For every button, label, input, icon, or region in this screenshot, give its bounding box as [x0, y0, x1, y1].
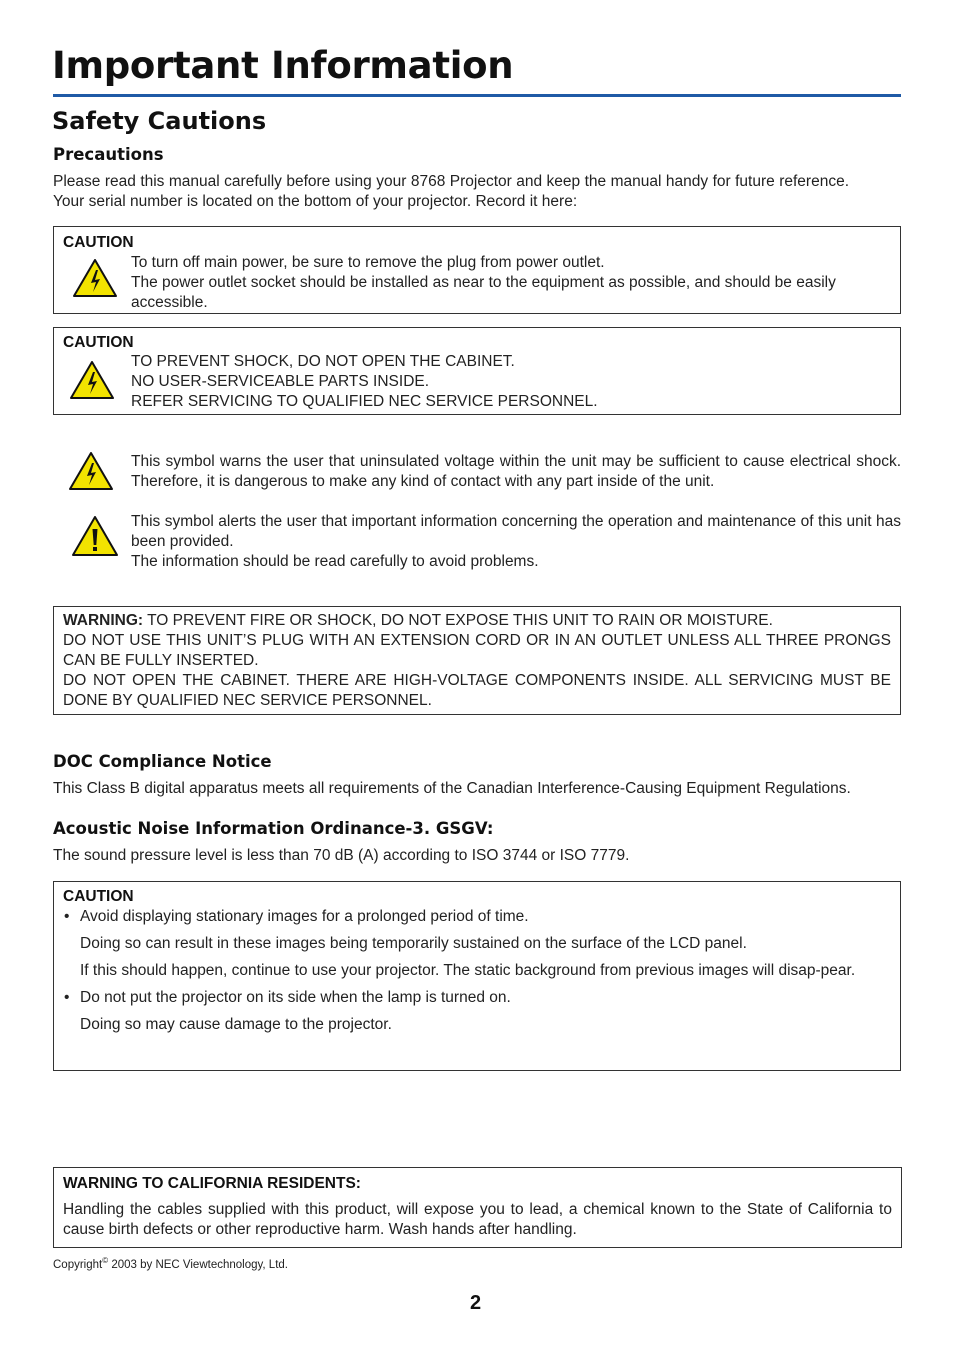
caution-label: CAUTION [63, 234, 134, 251]
caution-paragraph: If this should happen, continue to use your projector. The static background from previous images will disap-pear. [80, 962, 856, 979]
caution-box-power [53, 226, 901, 314]
page-title: Important Information [52, 44, 514, 87]
doc-heading: DOC Compliance Notice [53, 752, 272, 771]
high-voltage-warning-icon [68, 359, 116, 401]
acoustic-heading: Acoustic Noise Information Ordinance-3. GSGV: [53, 819, 494, 838]
exclamation-symbol-text: This symbol alerts the user that important information concerning the operation and maintenance of this unit has been provided. [131, 513, 901, 550]
caution-line: REFER SERVICING TO QUALIFIED NEC SERVICE PERSONNEL. [131, 393, 598, 410]
caution-bullet: • Avoid displaying stationary images for a prolonged period of time. [54, 907, 884, 927]
exclamation-warning-icon [70, 514, 120, 558]
warning-line: DO NOT OPEN THE CABINET. THERE ARE HIGH-VOLTAGE COMPONENTS INSIDE. ALL SERVICING MUST BE DONE BY QUALIFIED NEC SERVICE PERSONNEL. [63, 672, 891, 709]
voltage-symbol-text: This symbol warns the user that uninsulated voltage within the unit may be sufficient to cause electrical shock. Therefore, it is dangerous to make any kind of contact with any part inside of the unit. [131, 453, 901, 490]
caution-line: NO USER-SERVICEABLE PARTS INSIDE. [131, 373, 430, 390]
warning-box [53, 606, 901, 715]
precautions-text: Please read this manual carefully before using your 8768 Projector and keep the manual handy for future reference. Your serial number is located on the bottom of your projector. Record it here: [53, 173, 849, 210]
warning-line: DO NOT USE THIS UNIT’S PLUG WITH AN EXTENSION CORD OR IN AN OUTLET UNLESS ALL THREE PRONGS CAN BE FULLY INSERTED. [63, 632, 891, 669]
california-label: WARNING TO CALIFORNIA RESIDENTS: [63, 1175, 361, 1192]
caution-bullet: • Do not put the projector on its side when the lamp is turned on. [54, 988, 884, 1008]
exclamation-symbol-text-2: The information should be read carefully to avoid problems. [131, 553, 539, 570]
caution-label: CAUTION [63, 334, 134, 351]
precautions-heading: Precautions [53, 145, 164, 164]
caution-label: CAUTION [63, 888, 134, 905]
high-voltage-warning-icon [67, 450, 115, 492]
caution-paragraph: Doing so can result in these images being temporarily sustained on the surface of the LCD panel. [80, 935, 747, 952]
caution-line: The power outlet socket should be installed as near to the equipment as possible, and should be easily accessible. [131, 274, 836, 311]
caution-line: To turn off main power, be sure to remove the plug from power outlet. [131, 254, 605, 271]
caution-box-shock [53, 327, 901, 415]
doc-text: This Class B digital apparatus meets all requirements of the Canadian Interference-Causing Equipment Regulations. [53, 780, 851, 797]
acoustic-text: The sound pressure level is less than 70 dB (A) according to ISO 3744 or ISO 7779. [53, 847, 630, 864]
high-voltage-warning-icon [71, 257, 119, 299]
page-number: 2 [470, 1292, 482, 1314]
caution-line: TO PREVENT SHOCK, DO NOT OPEN THE CABINET. [131, 353, 515, 370]
title-rule [53, 94, 901, 97]
warning-line: TO PREVENT FIRE OR SHOCK, DO NOT EXPOSE THIS UNIT TO RAIN OR MOISTURE. [143, 612, 773, 629]
copyright: Copyright© 2003 by NEC Viewtechnology, Ltd. [53, 1256, 288, 1271]
section-heading: Safety Cautions [52, 107, 267, 135]
caution-box-lcd [53, 881, 901, 1071]
caution-paragraph: Doing so may cause damage to the projector. [80, 1016, 392, 1033]
warning-label: WARNING: [63, 612, 144, 629]
california-warning-box [53, 1167, 902, 1248]
california-text: Handling the cables supplied with this product, will expose you to lead, a chemical known to the State of California to cause birth defects or other reproductive harm. Wash hands after handling. [63, 1201, 892, 1238]
